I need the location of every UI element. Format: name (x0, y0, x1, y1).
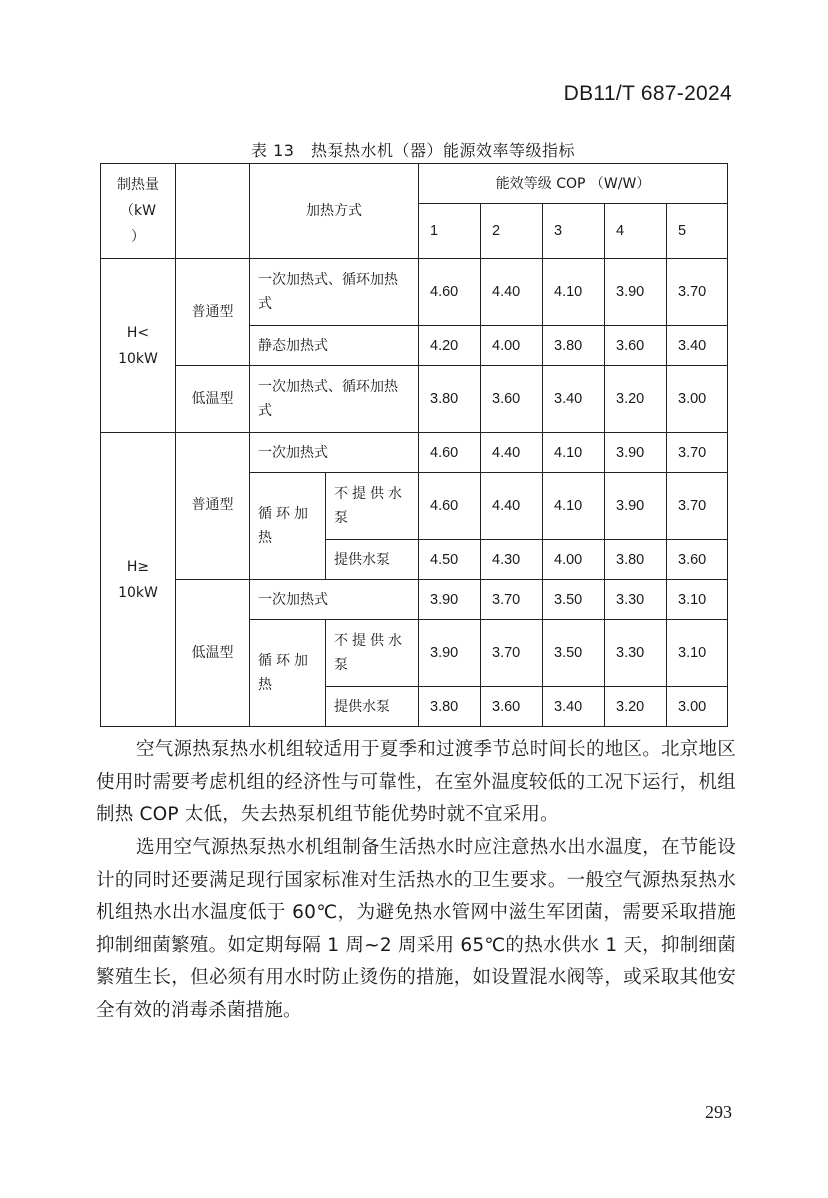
paragraph-text: 空气源热泵热水机组较适用于夏季和过渡季节总时间长的地区。北京地区使用时需要考虑机组的经济性与可靠性，在室外温度较低的工况下运行，机组制热 COP 太低，失去热泵机组节能优势时就不宜采用。 (96, 739, 736, 825)
grade-number: 2 (481, 204, 543, 259)
cop-value: 3.30 (605, 620, 667, 687)
pump-cell: 提供水泵 (326, 687, 419, 727)
cop-value: 3.20 (605, 687, 667, 727)
cop-value: 3.60 (481, 687, 543, 727)
cop-value: 4.00 (481, 326, 543, 366)
pump-cell: 不提供水泵 (326, 473, 419, 540)
pump-cell: 不提供水泵 (326, 620, 419, 687)
cop-value: 3.00 (667, 687, 728, 727)
cop-value: 3.40 (543, 687, 605, 727)
cop-value: 3.50 (543, 620, 605, 687)
grade-number: 4 (605, 204, 667, 259)
cop-value: 4.50 (419, 540, 481, 580)
cop-value: 3.50 (543, 580, 605, 620)
cop-value: 3.60 (605, 326, 667, 366)
cop-value: 3.70 (667, 473, 728, 540)
cop-value: 3.70 (481, 620, 543, 687)
capacity-cell: H< 10kW (101, 259, 176, 433)
table-row (101, 366, 728, 433)
page-number: 293 (705, 1102, 732, 1122)
cop-value: 4.10 (543, 473, 605, 540)
efficiency-table (100, 163, 728, 727)
cop-value: 4.60 (419, 473, 481, 540)
cop-value: 3.70 (667, 259, 728, 326)
type-cell: 低温型 (176, 366, 250, 433)
table-row (101, 580, 728, 620)
cop-value: 4.60 (419, 259, 481, 326)
method-cell: 一次加热式 (250, 580, 419, 620)
cop-value: 3.80 (419, 366, 481, 433)
method-cell: 一次加热式、循环加热式 (250, 259, 419, 326)
cop-value: 3.90 (605, 473, 667, 540)
cop-value: 3.60 (481, 366, 543, 433)
table-caption: 表 13 热泵热水机（器）能源效率等级指标 (251, 141, 575, 160)
body-paragraph-2 (96, 832, 736, 1027)
grade-number: 5 (667, 204, 728, 259)
cop-value: 3.00 (667, 366, 728, 433)
method-header: 加热方式 (250, 164, 419, 259)
cop-value: 4.40 (481, 433, 543, 473)
cop-value: 4.10 (543, 433, 605, 473)
pump-cell: 提供水泵 (326, 540, 419, 580)
grade-header: 能效等级 COP （W/W） (419, 164, 728, 204)
type-cell: 低温型 (176, 580, 250, 727)
cop-value: 3.70 (481, 580, 543, 620)
table-header-row (101, 164, 728, 204)
cop-value: 3.10 (667, 620, 728, 687)
cop-value: 3.30 (605, 580, 667, 620)
cop-value: 3.40 (543, 366, 605, 433)
cop-value: 3.90 (605, 433, 667, 473)
cop-value: 4.10 (543, 259, 605, 326)
cop-value: 3.60 (667, 540, 728, 580)
method-cell: 一次加热式 (250, 433, 419, 473)
cop-value: 3.70 (667, 433, 728, 473)
document-id: DB11/T 687-2024 (563, 82, 732, 105)
paragraph-text: 选用空气源热泵热水机组制备生活热水时应注意热水出水温度，在节能设计的同时还要满足现行国家标准对生活热水的卫生要求。一般空气源热泵热水机组热水出水温度低于 60℃，为避免热水管网中滋生军团菌，需要采取措施抑制细菌繁殖。如定期每隔 1 周~2 周采用 65℃的热水供水 1 天，抑制细菌繁殖生长，但必须有用水时防止烫伤的措施，如设置混水阀等，或采取其他安全有效的消毒杀菌措施。 (96, 837, 736, 1021)
cycle-heating-cell: 循环加热 (250, 473, 326, 580)
cop-value: 3.90 (419, 580, 481, 620)
cop-value: 3.80 (605, 540, 667, 580)
cop-value: 4.60 (419, 433, 481, 473)
table-row (101, 433, 728, 473)
capacity-cell: H≥ 10kW (101, 433, 176, 727)
cop-value: 3.20 (605, 366, 667, 433)
cycle-heating-cell: 循环加热 (250, 620, 326, 727)
cop-value: 3.80 (419, 687, 481, 727)
cop-value: 3.40 (667, 326, 728, 366)
type-cell: 普通型 (176, 433, 250, 580)
cop-value: 4.20 (419, 326, 481, 366)
capacity-header: 制热量 （kW ） (101, 164, 176, 259)
grade-number: 3 (543, 204, 605, 259)
type-header-blank (176, 164, 250, 259)
cop-value: 3.90 (419, 620, 481, 687)
cop-value: 4.40 (481, 259, 543, 326)
cop-value: 4.40 (481, 473, 543, 540)
grade-number: 1 (419, 204, 481, 259)
table-row (101, 259, 728, 326)
cop-value: 3.10 (667, 580, 728, 620)
cop-value: 3.80 (543, 326, 605, 366)
cop-value: 4.00 (543, 540, 605, 580)
method-cell: 一次加热式、循环加热式 (250, 366, 419, 433)
cop-value: 3.90 (605, 259, 667, 326)
body-paragraph-1 (96, 734, 736, 832)
method-cell: 静态加热式 (250, 326, 419, 366)
type-cell: 普通型 (176, 259, 250, 366)
cop-value: 4.30 (481, 540, 543, 580)
